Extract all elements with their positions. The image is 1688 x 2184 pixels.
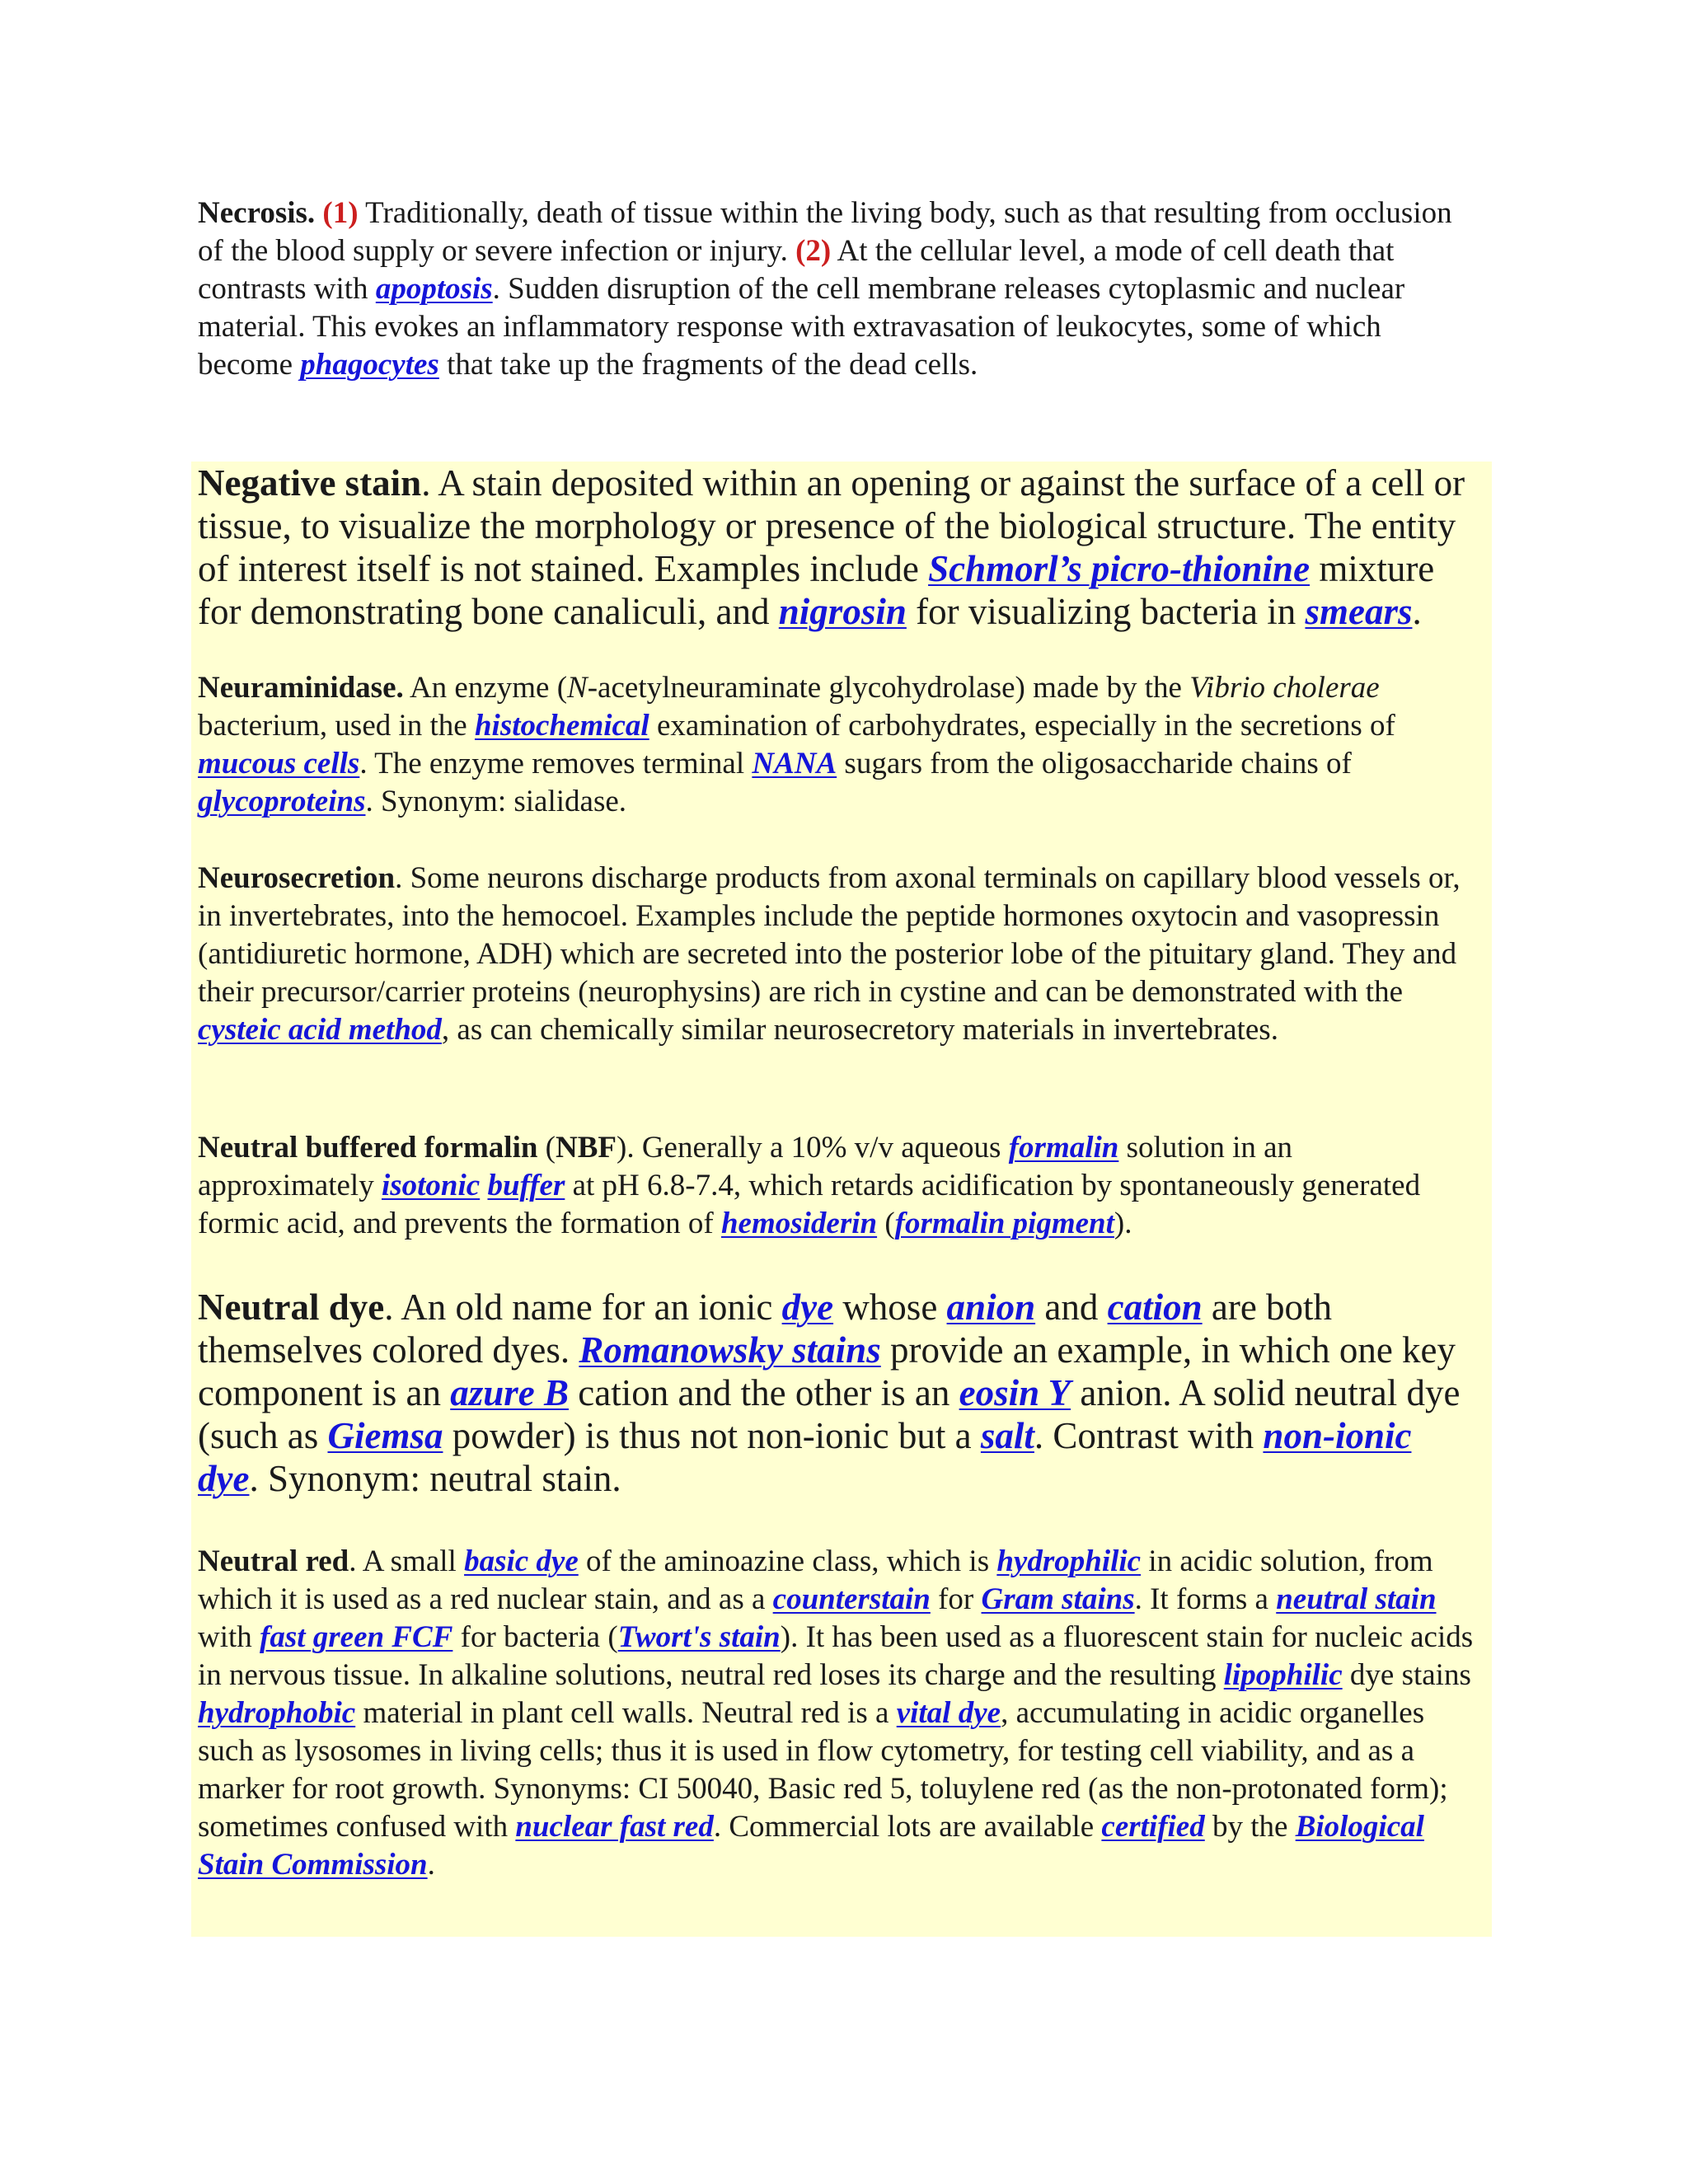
text: ). <box>1114 1207 1132 1240</box>
text: ). It has been used as a fluorescent stain for nucleic acids in nervous tissue. In alkaline solutions, neutral red loses its charge and the resulting <box>198 1620 1474 1692</box>
sense-number-2: (2) <box>795 234 832 268</box>
link-nigrosin[interactable]: nigrosin <box>778 591 907 632</box>
link-anion[interactable]: anion <box>946 1286 1036 1328</box>
text: . <box>427 1848 435 1882</box>
text: ( <box>537 1131 556 1165</box>
term-necrosis: Necrosis. <box>198 196 316 230</box>
text: . Some neurons discharge products from axonal terminals on capillary blood vessels or, in invertebrates, into the hemocoel. Examples include the peptide hormones oxytocin and vasopressin (antidiuretic hormone, ADH) which are secreted into the posterior lobe of the pituitary gland. They and their precursor/carrier proteins (neurophysins) are rich in cystine and can be demonstrated with the <box>198 861 1461 1009</box>
italic-n: N <box>567 671 588 705</box>
text: . A small <box>349 1544 465 1578</box>
text: . An old name for an ionic <box>384 1286 782 1328</box>
link-certified[interactable]: certified <box>1101 1810 1205 1844</box>
text: . A stain deposited within an opening or against the surface of a cell or tissue, to visualize the morphology or presence of the biological structure. The entity of interest itself is not stained. Examples include <box>198 462 1465 589</box>
link-isotonic[interactable]: isotonic <box>381 1169 481 1202</box>
text: bacterium, used in the <box>198 709 475 743</box>
link-schmorl[interactable]: Schmorl’s picro-thionine <box>928 548 1311 589</box>
text: . Commercial lots are available <box>713 1810 1102 1844</box>
text: for <box>930 1582 982 1616</box>
text: . Sudden disruption of the cell membrane releases cytoplasmic and nuclear material. This evokes an inflammatory response with extravasation of leukocytes, some of which become <box>198 272 1405 382</box>
text: . It forms a <box>1134 1582 1277 1616</box>
text: by the <box>1204 1810 1296 1844</box>
text: , as can chemically similar neurosecretory materials in invertebrates. <box>441 1013 1278 1047</box>
text: whose <box>833 1286 947 1328</box>
link-mucous-cells[interactable]: mucous cells <box>198 747 360 780</box>
link-nuclear-fast-red[interactable]: nuclear fast red <box>515 1810 714 1844</box>
link-fast-green-fcf[interactable]: fast green FCF <box>260 1620 453 1654</box>
link-vital-dye[interactable]: vital dye <box>896 1696 1001 1730</box>
link-azure-b[interactable]: azure B <box>450 1372 569 1413</box>
text: with <box>198 1620 260 1654</box>
term-neurosecretion: Neurosecretion <box>198 861 396 895</box>
entry-neutral-dye <box>198 1286 1475 1500</box>
text: -acetylneuraminate glycohydrolase) made by the <box>587 671 1190 705</box>
text: At the cellular level, a mode of cell death that contrasts with <box>198 234 1395 306</box>
link-apoptosis[interactable]: apoptosis <box>375 272 493 306</box>
link-hydrophilic[interactable]: hydrophilic <box>996 1544 1142 1578</box>
text: dye stains <box>1342 1658 1471 1692</box>
sense-number-1: (1) <box>322 196 359 230</box>
text: cation and the other is an <box>569 1372 959 1413</box>
text: at pH 6.8-7.4, which retards acidification by spontaneously generated formic acid, and prevents the formation of <box>198 1169 1421 1240</box>
text: and <box>1035 1286 1108 1328</box>
link-formalin[interactable]: formalin <box>1008 1131 1119 1165</box>
text: mixture for demonstrating bone canaliculi, and <box>198 548 1435 632</box>
italic-vibrio-cholerae: Vibrio cholerae <box>1189 671 1380 705</box>
text: sugars from the oligosaccharide chains of <box>837 747 1352 780</box>
entry-necrosis <box>198 194 1475 384</box>
text: . Synonym: neutral stain. <box>249 1458 621 1499</box>
text: . Synonym: sialidase. <box>365 785 627 818</box>
entry-neurosecretion <box>198 860 1475 1049</box>
link-nana[interactable]: NANA <box>752 747 837 780</box>
link-formalin-pigment[interactable]: formalin pigment <box>894 1207 1114 1240</box>
entry-neutral-red <box>198 1543 1475 1884</box>
link-basic-dye[interactable]: basic dye <box>464 1544 579 1578</box>
term-negative-stain: Negative stain <box>198 462 422 504</box>
text: for bacteria ( <box>452 1620 618 1654</box>
link-cation[interactable]: cation <box>1107 1286 1203 1328</box>
link-salt[interactable]: salt <box>980 1415 1034 1456</box>
text: anion. A solid neutral dye (such as <box>198 1372 1461 1456</box>
term-neutral-buffered-formalin: Neutral buffered formalin <box>198 1131 538 1165</box>
text: provide an example, in which one key component is an <box>198 1329 1456 1413</box>
text: . The enzyme removes terminal <box>359 747 753 780</box>
entry-negative-stain <box>198 462 1475 633</box>
text: An enzyme ( <box>403 671 568 705</box>
link-tworts-stain[interactable]: Twort's stain <box>617 1620 781 1654</box>
term-neutral-dye: Neutral dye <box>198 1286 385 1328</box>
entry-neuraminidase <box>198 669 1475 821</box>
link-smears[interactable]: smears <box>1305 591 1413 632</box>
link-hemosiderin[interactable]: hemosiderin <box>720 1207 878 1240</box>
link-non-ionic-dye[interactable]: non-ionic dye <box>198 1415 1412 1499</box>
link-romanowsky-stains[interactable]: Romanowsky stains <box>579 1329 881 1371</box>
text: material in plant cell walls. Neutral red is a <box>355 1696 897 1730</box>
link-eosin-y[interactable]: eosin Y <box>959 1372 1071 1413</box>
entry-neutral-buffered-formalin <box>198 1129 1475 1243</box>
text: . <box>1412 591 1422 632</box>
link-glycoproteins[interactable]: glycoproteins <box>198 785 366 818</box>
link-counterstain[interactable]: counterstain <box>772 1582 931 1616</box>
text: , accumulating in acidic organelles such as lysosomes in living cells; thus it is used in flow cytometry, for testing cell viability, and as a marker for root growth. Synonyms: CI 50040, Basic red 5, toluylene red (as the non-protonated form); sometimes confused with <box>198 1696 1448 1844</box>
text: solution in an approximately <box>198 1131 1293 1202</box>
text: ( <box>877 1207 895 1240</box>
link-cysteic-acid-method[interactable]: cysteic acid method <box>198 1013 442 1047</box>
link-buffer[interactable]: buffer <box>487 1169 565 1202</box>
text: of the aminoazine class, which is <box>578 1544 997 1578</box>
link-histochemical[interactable]: histochemical <box>474 709 649 743</box>
term-neutral-red: Neutral red <box>198 1544 349 1578</box>
text: . Contrast with <box>1034 1415 1264 1456</box>
link-dye[interactable]: dye <box>781 1286 834 1328</box>
text: for visualizing bacteria in <box>906 591 1306 632</box>
link-phagocytes[interactable]: phagocytes <box>300 348 439 382</box>
link-gram-stains[interactable]: Gram stains <box>981 1582 1135 1616</box>
link-neutral-stain[interactable]: neutral stain <box>1276 1582 1437 1616</box>
link-hydrophobic[interactable]: hydrophobic <box>198 1696 356 1730</box>
text: powder) is thus not non-ionic but a <box>443 1415 981 1456</box>
link-lipophilic[interactable]: lipophilic <box>1223 1658 1343 1692</box>
text: Traditionally, death of tissue within the living body, such as that resulting from occlusion of the blood supply or severe infection or injury. <box>198 196 1452 268</box>
text: are both themselves colored dyes. <box>198 1286 1333 1371</box>
text: that take up the fragments of the dead cells. <box>438 348 978 382</box>
link-giemsa[interactable]: Giemsa <box>327 1415 443 1456</box>
abbr-nbf: NBF <box>556 1131 617 1165</box>
text: ). Generally a 10% v/v aqueous <box>617 1131 1009 1165</box>
text: examination of carbohydrates, especially in the secretions of <box>649 709 1395 743</box>
term-neuraminidase: Neuraminidase. <box>198 671 404 705</box>
link-biological-stain-commission[interactable]: Biological Stain Commission <box>198 1810 1424 1882</box>
text: in acidic solution, from which it is used as a red nuclear stain, and as a <box>198 1544 1433 1616</box>
